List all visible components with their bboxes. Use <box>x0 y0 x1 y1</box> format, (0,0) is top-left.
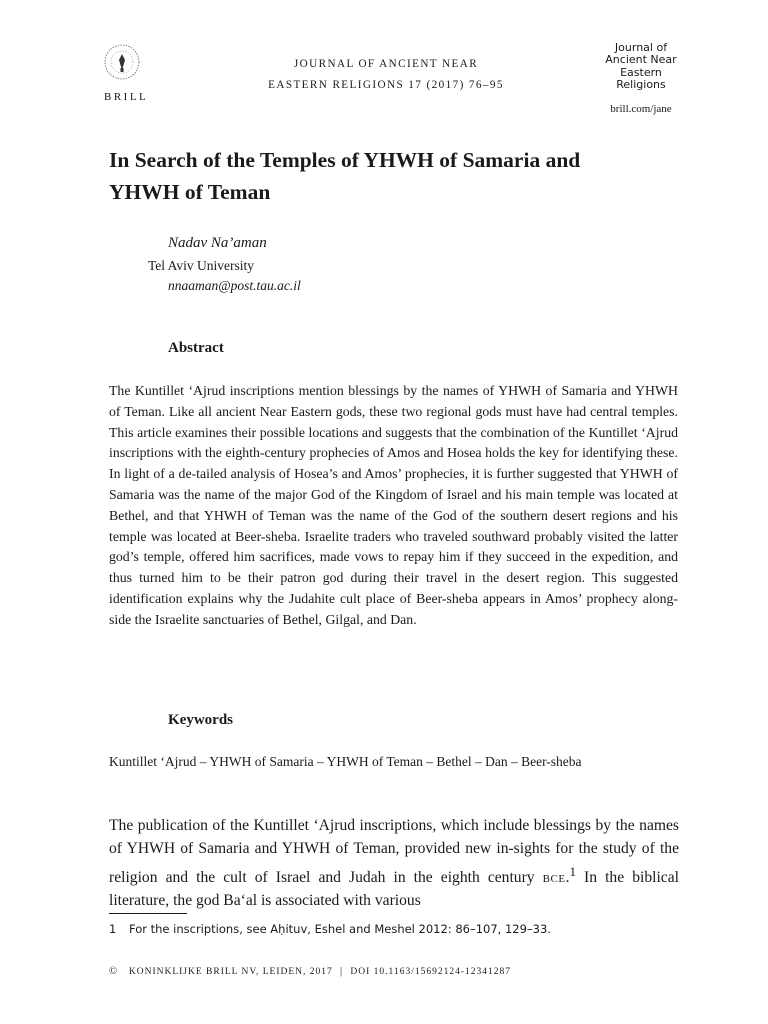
body-text-2: In the biblical literature, the god Ba‘al is associated with various <box>109 868 679 909</box>
footnote <box>109 922 551 936</box>
badge-line: Religions <box>616 78 666 92</box>
keywords-heading: Keywords <box>168 712 233 728</box>
journal-line-1: JOURNAL OF ANCIENT NEAR <box>293 58 479 70</box>
author-email-link[interactable]: nnaaman@post.tau.ac.il <box>168 278 301 293</box>
body-text-1: The publication of the Kuntillet ‘Ajrud inscriptions, which include blessings by the names of YHWH of Samaria and YHWH of Teman, provided new in-sights for the study of the religion and the cult of Israel and Judah in the eighth century <box>109 817 679 886</box>
era-abbreviation: bce <box>542 868 566 886</box>
abstract-text: The Kuntillet ‘Ajrud inscriptions mention blessings by the names of YHWH of Samaria and YHWH of Teman. Like all ancient Near Eastern gods, these two regional gods must have had central temples. This article examines their possible locations and suggests that the combination of the Kuntillet ‘Ajrud inscriptions with the eighth-century prophecies of Amos and Hosea holds the key for identifying these. In light of a de-tailed analysis of Hosea’s and Amos’ prophecies, it is further suggested that YHWH of Samaria was the name of the major God of the Kingdom of Israel and his main temple was located at Bethel, and that YHWH of Teman was the name of the God of the southern desert regions and his temple was located at Beer-sheba. Israelite traders who traveled southward probably visited the latter god’s temple, offered him sacrifices, made vows to repay him if they succeed in the expedition, and thus turned him to be their patron god during their travel in the desert region. This suggested identification explains why the Judahite cult place of Beer-sheba appears in Amos’ prophecy along-side the Israelite sanctuaries of Bethel, Gilgal, and Dan. <box>109 383 678 627</box>
badge-line: Journal of <box>614 41 668 54</box>
brill-seal-icon <box>102 42 142 82</box>
footnote-text: For the inscriptions, see Aḥituv, Eshel and Meshel 2012: 86–107, 129–33. <box>129 922 551 936</box>
journal-citation <box>236 54 536 96</box>
footnote-number: 1 <box>109 922 117 936</box>
abstract-heading: Abstract <box>168 340 224 356</box>
title-line-1: In Search of the Temples of YHWH of Samaria and <box>109 148 581 172</box>
body-paragraph <box>109 815 679 912</box>
copyright-icon: © <box>109 966 118 977</box>
footer-separator: | <box>340 966 344 977</box>
badge-line: Eastern <box>620 65 662 79</box>
badge-line: Ancient Near <box>605 53 677 67</box>
journal-url-link[interactable]: brill.com/jane <box>610 102 672 115</box>
publisher-name: BRILL <box>104 91 149 103</box>
article-title <box>109 144 689 208</box>
keywords-list: Kuntillet ‘Ajrud – YHWH of Samaria – YHWH of Teman – Bethel – Dan – Beer-sheba <box>109 754 582 769</box>
author-affiliation: Tel Aviv University <box>148 258 255 273</box>
page-footer <box>109 966 511 977</box>
footnote-reference-link[interactable]: 1 <box>569 863 576 879</box>
footnote-divider <box>109 913 187 914</box>
publisher-logo <box>92 42 156 103</box>
journal-badge <box>598 42 684 115</box>
author-name: Nadav Na’aman <box>168 235 267 251</box>
journal-line-2: EASTERN RELIGIONS 17 (2017) 76–95 <box>268 79 504 91</box>
footer-publisher: KONINKLIJKE BRILL NV, LEIDEN, 2017 <box>128 967 333 977</box>
footer-doi-link[interactable]: DOI 10.1163/15692124-12341287 <box>350 967 511 977</box>
body-punct: . <box>565 868 570 886</box>
journal-badge-name <box>598 42 684 92</box>
title-line-2: YHWH of Teman <box>109 180 271 204</box>
